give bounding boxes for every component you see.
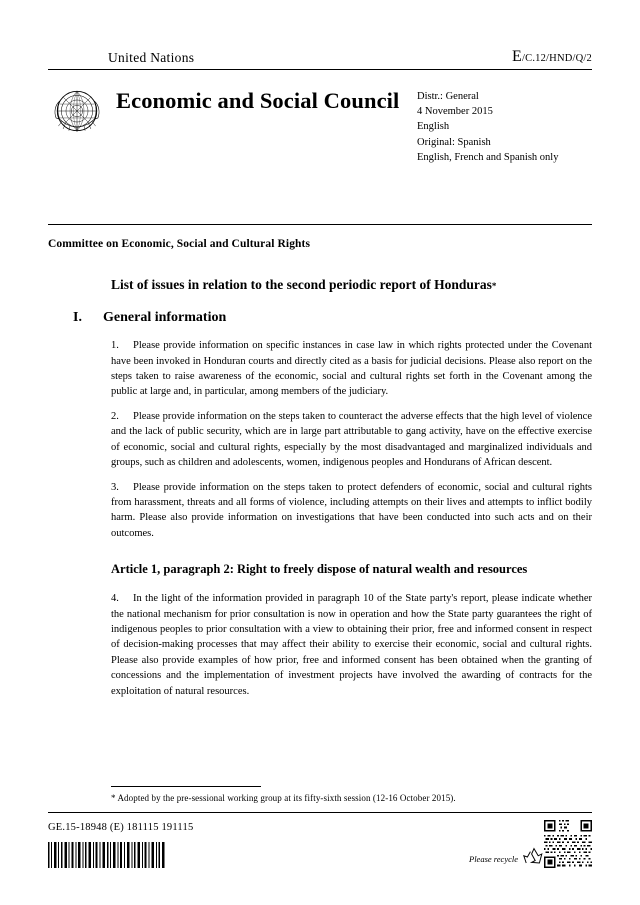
distr-line-0: Distr.: General [417, 91, 479, 102]
header-top-row [48, 48, 592, 69]
body-indent-block [111, 276, 592, 294]
document-header [48, 48, 592, 165]
paragraph-4 [111, 591, 592, 699]
document-code: GE.15-18948 (E) 181115 191115 [48, 822, 194, 833]
document-symbol-rest: /C.12/HND/Q/2 [522, 53, 592, 64]
paragraph-2-number: 2. [111, 410, 119, 422]
footnote-text: * Adopted by the pre-sessional working group at its fifty-sixth session (12-16 October 2015). [111, 793, 456, 803]
organization-name: United Nations [108, 50, 195, 65]
section-title: General information [103, 310, 227, 326]
paragraph-block [111, 338, 592, 699]
paragraph-2 [111, 409, 592, 471]
barcode-icon [48, 842, 166, 868]
distribution-block [417, 80, 592, 165]
section-heading [48, 310, 592, 326]
paragraph-4-text: In the light of the information provided in paragraph 10 of the State party's report, please indicate whether the national mechanism for prior consultation is now in operation and how the State party guarantees the right of indigenous peoples to prior consultation with a view to obtaining their prior, free and informed consent in respect of decision-making processes that may affect their ability to exercise their economic, social and cultural rights. Please also provide examples of how prior, free and informed consent has been obtained when the granting of concessions and the implementation of investment projects have involved the awarding of contracts for the exploitation of natural resources. [111, 593, 592, 697]
section-number: I. [73, 310, 82, 326]
paragraph-1-number: 1. [111, 340, 119, 352]
un-emblem-icon [48, 82, 106, 140]
article-heading: Article 1, paragraph 2: Right to freely dispose of natural wealth and resources [111, 562, 528, 577]
recycle-label: Please recycle [469, 854, 518, 864]
recycle-icon [522, 846, 546, 868]
page-title-text: List of issues in relation to the second periodic report of Honduras [111, 277, 492, 292]
page-title [111, 276, 592, 294]
document-body [48, 238, 592, 708]
page-title-footnote-marker: * [491, 281, 497, 291]
paragraph-4-number: 4. [111, 593, 119, 605]
committee-name: Committee on Economic, Social and Cultural Rights [48, 238, 311, 250]
paragraph-3 [111, 480, 592, 542]
paragraph-3-number: 3. [111, 481, 119, 493]
distr-line-2: English [417, 121, 450, 133]
document-footer [48, 818, 592, 888]
distr-line-3: Original: Spanish [417, 136, 491, 148]
distr-line-1: 4 November 2015 [417, 106, 493, 118]
paragraph-1 [111, 338, 592, 400]
distr-line-4: English, French and Spanish only [417, 151, 559, 163]
document-symbol-prefix: E [512, 48, 523, 65]
footnote-block [48, 786, 592, 803]
paragraph-1-text: Please provide information on specific instances in case law in which rights protected under the Covenant have been invoked in Honduran courts and directly cited as a basis for judicial decisions. Please also report on the steps taken to raise awareness of the economic, social and cultural rights set forth in the Covenant among the public at large and, in particular, among members of the judiciary. [111, 340, 592, 398]
qr-code-icon [544, 820, 592, 868]
header-divider-bottom [48, 224, 592, 225]
header-main-row [48, 70, 592, 165]
footer-divider [48, 812, 592, 813]
council-title: Economic and Social Council [116, 88, 400, 113]
footnote-divider [111, 786, 261, 787]
paragraph-2-text: Please provide information on the steps taken to counteract the adverse effects that the high level of violence and the lack of public security, which are in large part attributable to gang activity, have on the effective exercise of economic, social and cultural rights, especially by the most disadvantaged and marginalized individuals and groups, such as children and adolescents, women, indigenous peoples and Hondurans of African descent. [111, 410, 592, 469]
document-symbol [512, 48, 592, 66]
paragraph-3-text: Please provide information on the steps taken to protect defenders of economic, social and cultural rights from harassment, threats and all forms of violence, including attempts on their lives and attempts to inflict bodily harm. Please also provide information on investigations that have been conducted into such acts and on their outcomes. [111, 481, 592, 539]
